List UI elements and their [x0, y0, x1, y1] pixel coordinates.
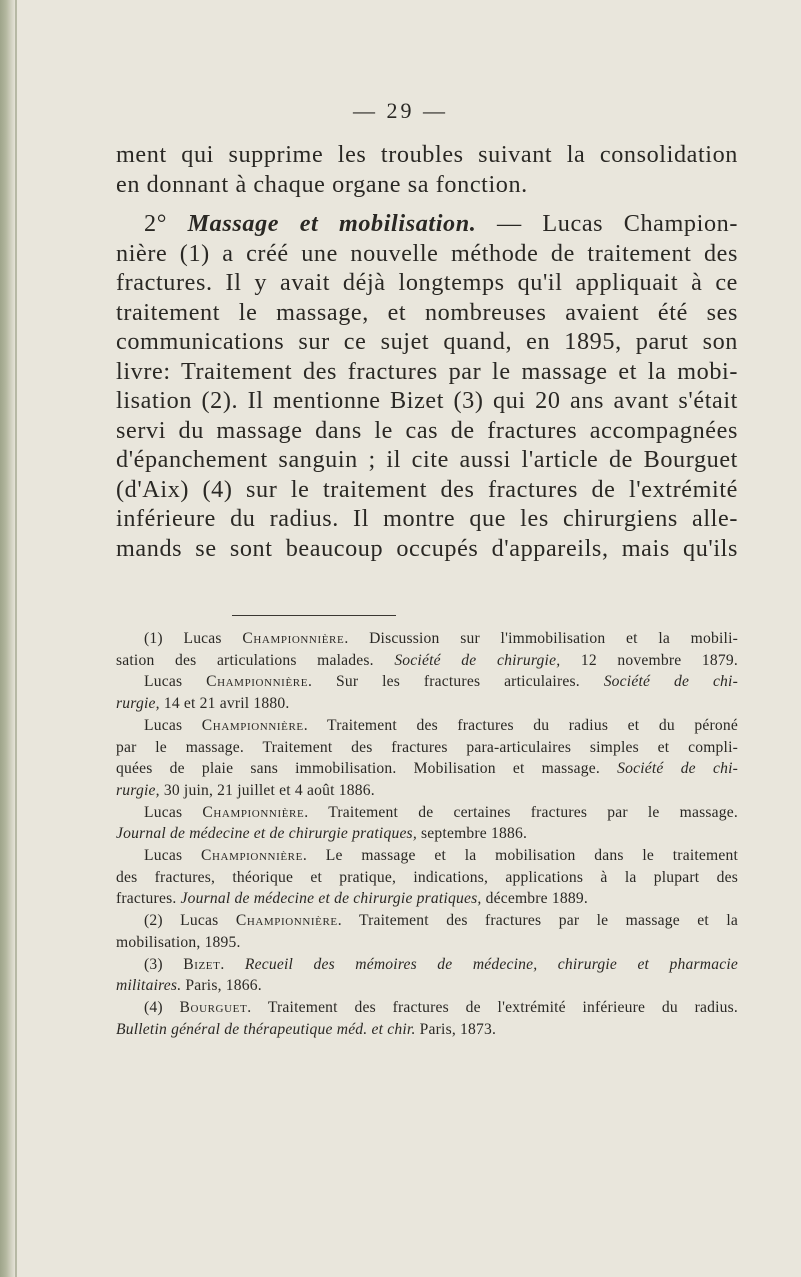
footnote-line	[116, 650, 738, 672]
footnote-line	[116, 780, 738, 802]
text-line: d'épanchement sanguin ; il cite aussi l'article de Bourguet	[116, 446, 738, 473]
footnote-line	[116, 802, 738, 824]
text-fragment: (2) Lucas	[144, 912, 236, 930]
footnote-line	[116, 845, 738, 867]
page-number: — 29 —	[353, 98, 448, 123]
text-fragment: sation des articulations malades.	[116, 651, 395, 669]
text-line: lisation (2). Il mentionne Bizet (3) qui 20 ans avant s'était	[116, 387, 738, 414]
journal-title: Journal de médecine et de chirurgie pratiques,	[180, 890, 482, 908]
text-fragment: 14 et 21 avril 1880.	[159, 695, 290, 713]
journal-title: rurgie,	[116, 781, 160, 799]
journal-title: Société de chirurgie,	[394, 651, 561, 669]
text-line: communications sur ce sujet quand, en 1895, parut son	[116, 328, 738, 355]
text-line: nière (1) a créé une nouvelle méthode de traitement des	[116, 239, 738, 267]
footnote-line	[116, 1019, 738, 1041]
footnote-line: des fractures, théorique et pratique, indications, applications à la plupart des	[116, 868, 738, 886]
text-fragment: . Sur les fractures articulaires.	[308, 673, 604, 691]
journal-title: Journal de médecine et de chirurgie pratiques,	[116, 825, 417, 843]
text-fragment: . Traitement des fractures par le massage et la	[337, 912, 738, 930]
text-fragment: (4)	[144, 998, 180, 1016]
text-line: inférieure du radius. Il montre que les chirurgiens alle-	[116, 505, 738, 532]
footnote-line	[116, 693, 738, 715]
footnote-line	[116, 628, 738, 650]
text-fragment: septembre 1886.	[416, 825, 528, 843]
text-line: fractures. Il y avait déjà longtemps qu'il appliquait à ce	[116, 269, 738, 296]
text-fragment: . Traitement des fractures du radius et du péroné	[303, 716, 738, 734]
journal-title: Recueil des mémoires de médecine, chirurgie et pharmacie	[244, 955, 738, 973]
author-name: Championnière	[202, 803, 305, 821]
text-fragment: .	[220, 955, 245, 973]
section-number: 2°	[144, 210, 167, 237]
text-fragment: 12 novembre 1879.	[560, 651, 738, 669]
footnote-line	[116, 954, 738, 976]
text-line: en donnant à chaque organe sa fonction.	[116, 170, 528, 198]
footnote-line	[116, 823, 738, 845]
footnote-line	[116, 715, 738, 737]
author-name: Championnière	[235, 912, 338, 930]
text-line: mands se sont beaucoup occupés d'appareils, mais qu'ils	[116, 534, 738, 562]
text-fragment: Paris, 1866.	[181, 977, 262, 995]
author-name: Championnière	[201, 716, 304, 734]
section-heading: Massage et mobilisation.	[187, 210, 477, 237]
text-fragment: décembre 1889.	[481, 890, 588, 908]
footnote-line	[116, 671, 738, 693]
footnote-line: mobilisation, 1895.	[116, 933, 241, 951]
journal-title: rurgie,	[116, 695, 160, 713]
text-fragment: . Le massage et la mobilisation dans le traitement	[302, 847, 738, 865]
text-line: ment qui supprime les troubles suivant la consolidation	[116, 141, 738, 168]
footnote-separator	[232, 615, 396, 616]
journal-title: militaires.	[116, 977, 182, 995]
footnote-line	[116, 758, 738, 780]
author-name: Championnière	[200, 847, 303, 865]
text-fragment: (3)	[144, 955, 184, 973]
text-fragment: Lucas	[144, 716, 202, 734]
text-line: livre: Traitement des fractures par le massage et la mobi-	[116, 357, 738, 385]
text-line: servi du massage dans le cas de fractures accompagnées	[116, 416, 738, 444]
journal-title: Bulletin général de thérapeutique méd. et chir.	[116, 1020, 416, 1038]
text-line: (d'Aix) (4) sur le traitement des fractures de l'extrémité	[116, 475, 738, 503]
footnote-line	[116, 888, 738, 910]
footnotes	[116, 628, 738, 1040]
author-name: Bizet	[183, 955, 221, 973]
text-fragment: . Traitement de certaines fractures par le massage.	[304, 803, 738, 821]
journal-title: Société de chi-	[617, 760, 738, 778]
text-fragment: 30 juin, 21 juillet et 4 août 1886.	[159, 781, 375, 799]
text-fragment: . Traitement des fractures de l'extrémité inférieure du radius.	[247, 998, 738, 1016]
author-name: Championnière	[206, 673, 309, 691]
text-line: traitement le massage, et nombreuses avaient été ses	[116, 298, 738, 326]
author-name: Championnière	[242, 630, 345, 647]
text-fragment: Lucas	[144, 803, 203, 821]
author-name: Bourguet	[179, 998, 248, 1016]
text-fragment: Paris, 1873.	[415, 1020, 497, 1038]
footnote-line	[116, 975, 738, 997]
journal-title: Société de chi-	[603, 673, 738, 691]
footnote-line	[116, 910, 738, 932]
text-fragment: quées de plaie sans immobilisation. Mobilisation et massage.	[116, 760, 618, 778]
section-heading-line	[116, 209, 738, 239]
text-fragment: Lucas	[144, 673, 207, 691]
text-fragment: (1) Lucas	[144, 630, 243, 647]
text-fragment: . Discussion sur l'immobilisation et la mobili-	[344, 630, 739, 647]
footnote-line: par le massage. Traitement des fractures para-articulaires simples et compli-	[116, 738, 738, 756]
text-fragment: — Lucas Champion-	[497, 210, 738, 237]
main-text	[116, 140, 738, 563]
text-fragment: fractures.	[116, 890, 181, 908]
footnote-line	[116, 997, 738, 1019]
text-fragment: Lucas	[144, 847, 201, 865]
